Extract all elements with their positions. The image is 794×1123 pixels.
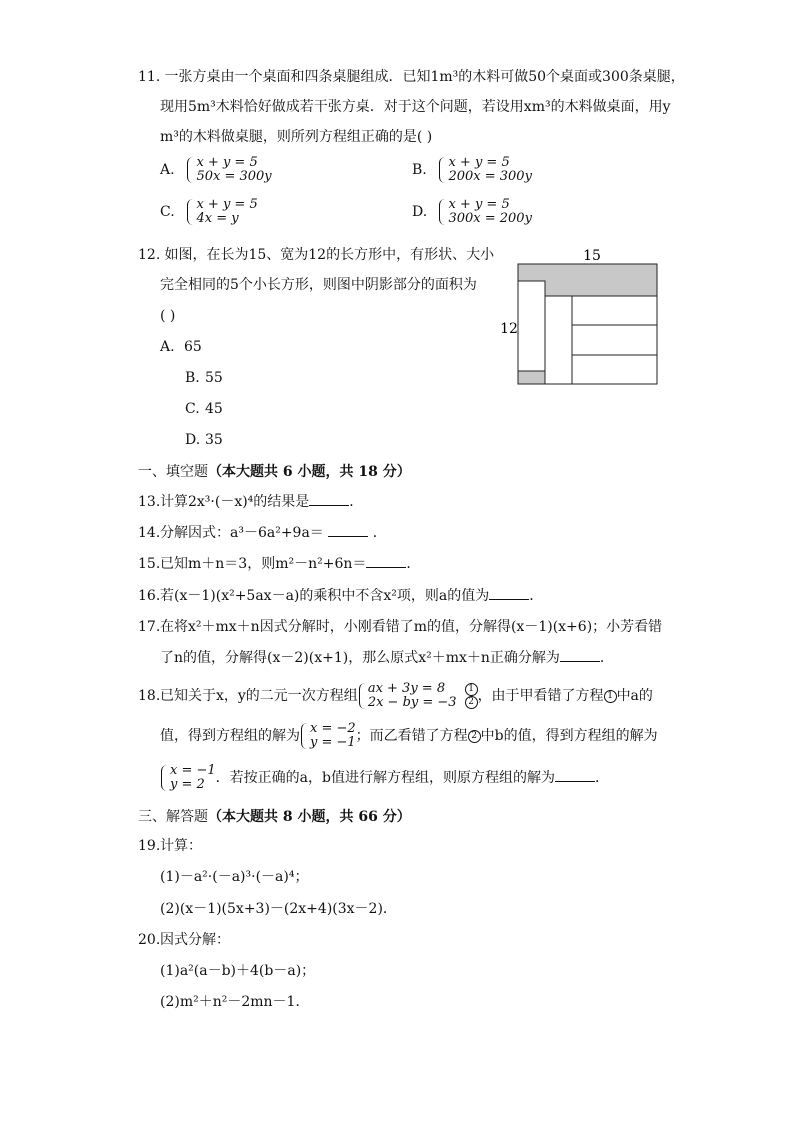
q12-option-d-value: 35	[205, 432, 223, 448]
q17-line2	[160, 649, 614, 667]
q18-text-1c: 中a的	[616, 688, 653, 704]
figure-left-label: 12	[500, 321, 518, 337]
q12-option-c-value: 45	[205, 401, 223, 417]
q18-end: ．	[594, 770, 609, 786]
section-title: 一、填空题	[138, 464, 208, 480]
eq-row: y = −1	[310, 735, 356, 750]
eq-row: x + y = 5	[448, 155, 510, 170]
eq-row: x = −2	[310, 721, 356, 736]
q20-part2: (2)m²＋n²－2mn－1．	[160, 994, 310, 1010]
q18-answer-blank[interactable]	[555, 769, 595, 782]
q11-number: 11.	[138, 69, 161, 85]
eq-row: x = −1	[170, 763, 216, 778]
q18-solution-2	[160, 764, 216, 792]
figure-small-rect-horizontal-1	[572, 296, 657, 325]
q14-number: 14.	[138, 525, 161, 541]
q18-text-2b: ；而乙看错了方程	[355, 728, 468, 744]
q12-option-a-value: 65	[184, 339, 202, 355]
q14-answer-blank[interactable]	[328, 524, 368, 537]
q16	[138, 587, 543, 605]
circled-number-2: 2	[465, 696, 478, 709]
q13	[138, 493, 363, 511]
q17-text-2: 了n的值，分解得(x－2)(x+1)，那么原式x²＋mx＋n正确分解为	[160, 650, 560, 666]
q15-end: ．	[406, 556, 421, 572]
eq-row: y = 2	[170, 777, 205, 792]
q11-line3: m³的木料做桌腿，则所列方程组正确的是( )	[160, 129, 433, 145]
eq-row: ax + 3y = 8	[367, 681, 446, 696]
q12-option-d-label: D.	[185, 432, 201, 448]
q13-text: 计算2x³·(－x)⁴的结果是	[160, 494, 310, 510]
q12-text-1: 如图，在长为15、宽为12的长方形中，有形状、大小	[164, 247, 495, 263]
q18-text-3: ．若按正确的a，b值进行解方程组，则原方程组的解为	[215, 770, 555, 786]
q11-option-a-system	[186, 156, 271, 184]
q15	[138, 555, 420, 573]
section-fill-in-blank-heading	[138, 461, 411, 481]
q11-line2: 现用5m³木料恰好做成若干张方桌．对于这个问题，若设用xm³的木料做桌面，用y	[160, 99, 671, 115]
section-solve-heading	[138, 806, 411, 826]
q18-equation-markers	[465, 683, 478, 709]
section-detail: （本大题共 8 小题，共 66 分）	[208, 809, 411, 825]
q12-line1	[138, 246, 494, 264]
circled-number-2: 2	[468, 730, 481, 743]
figure-small-rect-horizontal-3	[572, 355, 657, 384]
q16-text: 若(x－1)(x²+5ax－a)的乘积中不含x²项，则a的值为	[160, 588, 490, 604]
q18-equation-system	[358, 682, 457, 710]
q13-number: 13.	[138, 494, 161, 510]
q11-option-d-label: D.	[412, 204, 428, 220]
q19-text: 计算：	[160, 838, 202, 854]
q18-number: 18.	[138, 688, 161, 704]
section-title: 三、解答题	[138, 809, 208, 825]
section-detail: （本大题共 6 小题，共 18 分）	[208, 464, 411, 480]
q17-answer-blank[interactable]	[560, 649, 600, 662]
q11-option-c-label: C.	[160, 204, 175, 220]
q12-line3: ( )	[160, 308, 176, 324]
circled-number-1: 1	[465, 683, 478, 696]
q16-answer-blank[interactable]	[489, 587, 529, 600]
eq-row: x + y = 5	[196, 155, 258, 170]
q20-text: 因式分解：	[160, 932, 230, 948]
q14-text: 分解因式：a³－6a²+9a＝	[160, 525, 324, 541]
circled-number-1: 1	[604, 690, 617, 703]
q18-text-1a: 已知关于x，y的二元一次方程组	[160, 688, 358, 704]
figure-shaded-bottom	[518, 371, 545, 384]
q20-number: 20.	[138, 932, 161, 948]
figure-small-rect-vertical-1	[518, 281, 545, 371]
eq-row: 300x = 200y	[448, 211, 532, 226]
q17-line1	[138, 618, 662, 636]
q19-part1: (1)－a²·(－a)³·(－a)⁴；	[160, 869, 309, 885]
eq-row: x + y = 5	[448, 197, 510, 212]
q12-option-a-label: A.	[160, 339, 175, 355]
q19-number: 19.	[138, 838, 161, 854]
figure-small-rect-horizontal-2	[572, 325, 657, 355]
q18-text-2c: 中b的值，得到方程组的解为	[480, 728, 658, 744]
q15-text: 已知m＋n＝3，则m²－n²+6n＝	[160, 556, 367, 572]
q15-answer-blank[interactable]	[366, 555, 406, 568]
figure-small-rect-vertical-2	[545, 296, 572, 384]
q12-option-a[interactable]	[160, 338, 202, 356]
q12-number: 12.	[138, 247, 161, 263]
eq-row: 2x − by = −3	[367, 695, 457, 710]
figure-top-label: 15	[583, 248, 601, 264]
q12-option-d[interactable]	[185, 431, 223, 449]
q12-option-b-label: B.	[185, 370, 200, 386]
q16-number: 16.	[138, 588, 161, 604]
q13-end: ．	[349, 494, 364, 510]
q12-option-b-value: 55	[205, 370, 223, 386]
q18-line1	[138, 680, 653, 712]
q14-end: ．	[372, 525, 387, 541]
q16-end: ．	[529, 588, 544, 604]
q18-text-1b: ，由于甲看错了方程	[477, 688, 604, 704]
q19-part2: (2)(x－1)(5x+3)－(2x+4)(3x－2)．	[160, 901, 397, 917]
eq-row: 4x = y	[196, 211, 239, 226]
eq-row: x + y = 5	[196, 197, 258, 212]
q11-option-c-system	[186, 198, 257, 226]
q11-option-d-system	[438, 198, 531, 226]
q13-answer-blank[interactable]	[309, 493, 349, 506]
q11-option-b[interactable]	[412, 156, 532, 184]
q18-line3	[160, 762, 609, 794]
eq-row: 200x = 300y	[448, 169, 532, 184]
q17-end: ．	[599, 650, 614, 666]
q18-solution-1	[300, 722, 356, 750]
q11-text-1: 一张方桌由一个桌面和四条桌腿组成．已知1m³的木料可做50个桌面或300条桌腿，	[164, 69, 685, 85]
q17-text-1: 在将x²＋mx＋n因式分解时，小刚看错了m的值，分解得(x－1)(x+6)；小芳看错	[160, 619, 663, 635]
q11-option-c[interactable]	[160, 198, 258, 226]
q11-option-a[interactable]	[160, 156, 272, 184]
q15-number: 15.	[138, 556, 161, 572]
q11-line1	[138, 68, 685, 86]
q20-part1: (1)a²(a－b)＋4(b－a)；	[160, 963, 316, 979]
q11-option-b-label: B.	[412, 162, 427, 178]
q11-option-d[interactable]	[412, 198, 532, 226]
q17-number: 17.	[138, 619, 161, 635]
q12-option-c[interactable]	[185, 400, 223, 418]
q11-option-a-label: A.	[160, 162, 175, 178]
q14	[138, 524, 387, 542]
q18-text-2a: 值，得到方程组的解为	[160, 728, 300, 744]
q12-option-c-label: C.	[185, 401, 200, 417]
q12-option-b[interactable]	[185, 369, 223, 387]
q20-title	[138, 931, 230, 949]
q18-line2	[160, 720, 658, 752]
eq-row: 50x = 300y	[196, 169, 272, 184]
q11-option-b-system	[438, 156, 531, 184]
q12-line2: 完全相同的5个小长方形，则图中阴影部分的面积为	[160, 277, 477, 293]
q19-title	[138, 837, 202, 855]
q12-figure	[498, 244, 664, 390]
